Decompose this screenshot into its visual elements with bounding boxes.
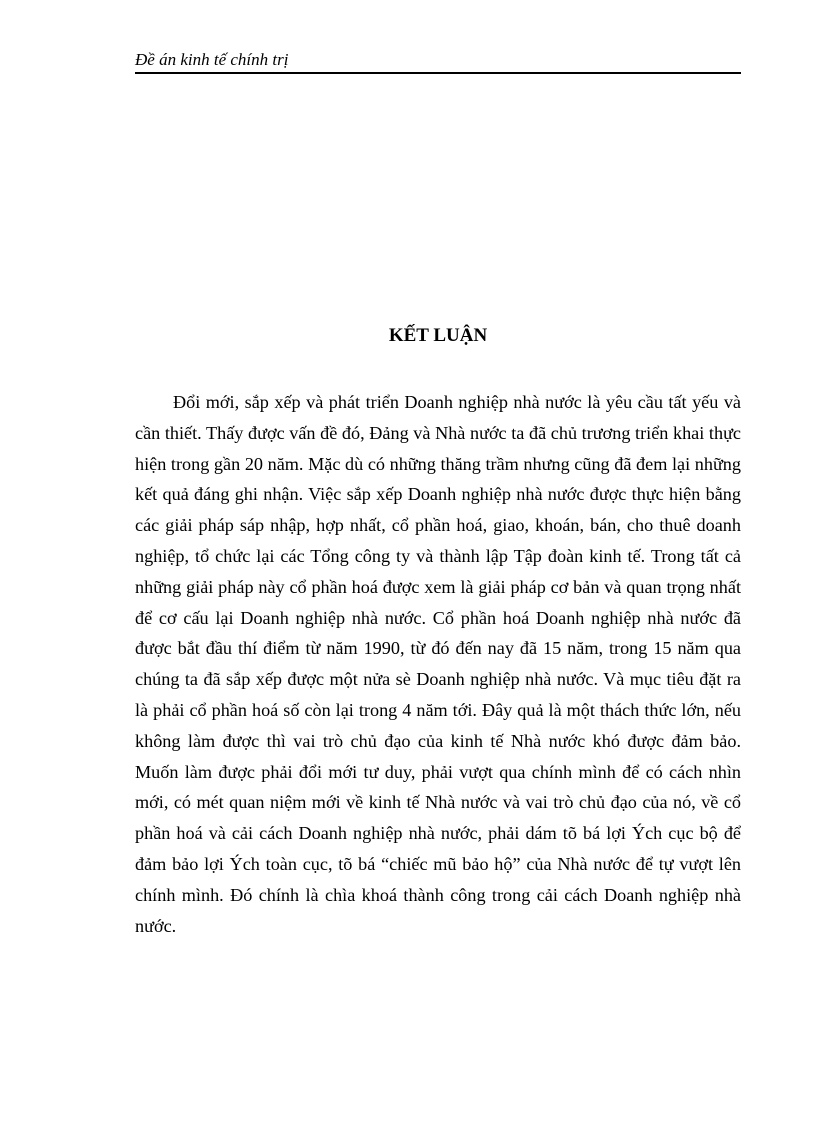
body-paragraph: Đổi mới, sắp xếp và phát triển Doanh nghiệp nhà nước là yêu cầu tất yếu và cần thiết. Thấy được vấn đề đó, Đảng và Nhà nước ta đã chủ trương triển khai thực hiện trong gần 20 năm. Mặc dù có những thăng trầm nhưng cũng đã đem lại những kết quả đáng ghi nhận. Việc sắp xếp Doanh nghiệp nhà nước được thực hiện bằng các giải pháp sáp nhập, hợp nhất, cổ phần hoá, giao, khoán, bán, cho thuê doanh nghiệp, tổ chức lại các Tổng công ty và thành lập Tập đoàn kinh tế. Trong tất cả những giải pháp này cổ phần hoá được xem là giải pháp cơ bản và quan trọng nhất để cơ cấu lại Doanh nghiệp nhà nước. Cổ phần hoá Doanh nghiệp nhà nước đã được bắt đầu thí điểm từ năm 1990, từ đó đến nay đã 15 năm, trong 15 năm qua chúng ta đã sắp xếp được một nửa sè Doanh nghiệp nhà nước. Và mục tiêu đặt ra là phải cổ phần hoá số còn lại trong 4 năm tới. Đây quả là một thách thức lớn, nếu không làm được thì vai trò chủ đạo của kinh tế Nhà nước khó được đảm bảo. Muốn làm được phải đổi mới tư duy, phải vượt qua chính mình để có cách nhìn mới, có mét quan niệm mới về kinh tế Nhà nước và vai trò chủ đạo của nó, về cổ phần hoá và cải cách Doanh nghiệp nhà nước, phải dám tõ bá lợi Ých cục bộ để đảm bảo lợi Ých toàn cục, tõ bá “chiếc mũ bảo hộ” của Nhà nước để tự vượt lên chính mình. Đó chính là chìa khoá thành công trong cải cách Doanh nghiệp nhà nước. [135, 392, 741, 936]
section-title: KẾT LUẬN [388, 325, 488, 346]
page-header [135, 50, 741, 74]
header-title: Đề án kinh tế chính trị [135, 50, 289, 69]
